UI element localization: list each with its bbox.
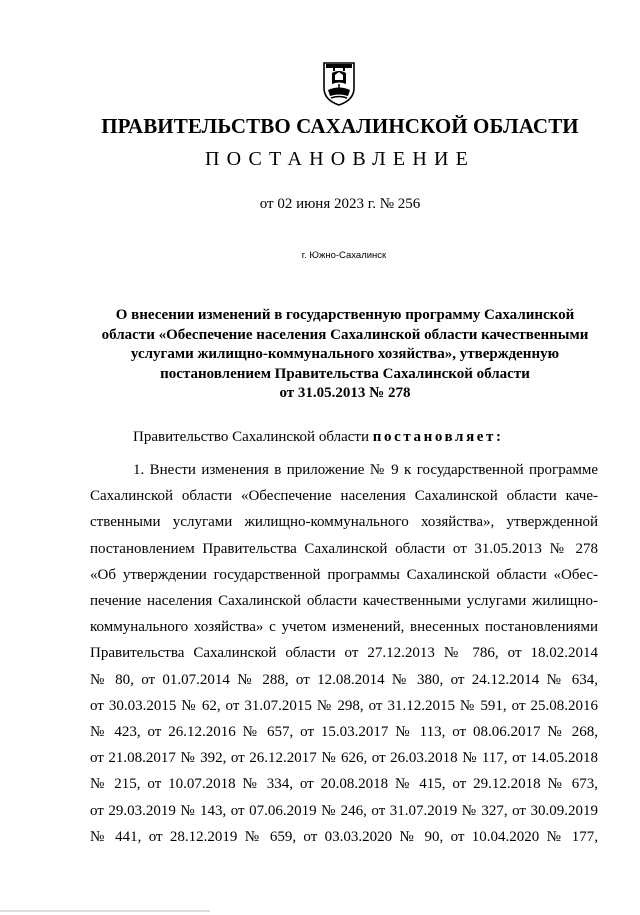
document-body [90, 457, 598, 850]
body-line: № 441, от 28.12.2019 № 659, от 03.03.2020 № 90, от 10.04.2020 № 177, [90, 828, 598, 845]
body-line: № 80, от 01.07.2014 № 288, от 12.08.2014 № 380, от 24.12.2014 № 634, [90, 671, 598, 688]
body-line: от 29.03.2019 № 143, от 07.06.2019 № 246, от 31.07.2019 № 327, от 30.09.2019 [90, 802, 598, 819]
body-line: Сахалинской области «Обеспечение населения Сахалинской области каче- [90, 488, 598, 505]
body-line: № 423, от 26.12.2016 № 657, от 15.03.2017 № 113, от 08.06.2017 № 268, [90, 724, 598, 741]
title-line: услугами жилищно-коммунального хозяйства», утвержденную [130, 346, 560, 362]
preamble-text: Правительство Сахалинской области [133, 429, 369, 445]
document-type: ПОСТАНОВЛЕНИЕ [204, 148, 476, 170]
preamble [133, 429, 504, 446]
title-line: от 31.05.2013 № 278 [279, 385, 411, 401]
body-line: коммунального хозяйства» с учетом изменений, внесенных постановлениями [90, 619, 598, 636]
body-line: от 21.08.2017 № 392, от 26.12.2017 № 626, от 26.03.2018 № 117, от 14.05.2018 [90, 750, 598, 767]
document-title [90, 306, 600, 404]
title-line: постановлением Правительства Сахалинской области [160, 365, 530, 382]
title-line: О внесении изменений в государственную программу Сахалинской [115, 307, 575, 323]
title-line: области «Обеспечение населения Сахалинской области качественными [101, 326, 589, 343]
government-name: ПРАВИТЕЛЬСТВО САХАЛИНСКОЙ ОБЛАСТИ [101, 114, 579, 138]
document-date-number: от 02 июня 2023 г. № 256 [259, 196, 421, 212]
body-line: «Об утверждении государственной программы Сахалинской области «Обес- [90, 566, 598, 583]
body-line: ственными услугами жилищно-коммунального хозяйства», утвержденной [90, 514, 598, 531]
preamble-emphasis: постановляет: [372, 429, 504, 445]
body-line: постановлением Правительства Сахалинской области от 31.05.2013 № 278 [90, 540, 598, 557]
body-line: Правительства Сахалинской области от 27.12.2013 № 786, от 18.02.2014 [90, 645, 598, 662]
body-line: печение населения Сахалинской области качественными услугами жилищно- [90, 593, 598, 610]
scan-edge-divider [0, 910, 210, 912]
coat-of-arms-icon [322, 60, 356, 106]
body-line: № 215, от 10.07.2018 № 334, от 20.08.2018 № 415, от 29.12.2018 № 673, [90, 776, 598, 793]
document-city: г. Южно-Сахалинск [301, 250, 387, 261]
body-line: 1. Внести изменения в приложение № 9 к государственной программе [133, 462, 598, 478]
body-line: от 30.03.2015 № 62, от 31.07.2015 № 298, от 31.12.2015 № 591, от 25.08.2016 [90, 697, 598, 714]
